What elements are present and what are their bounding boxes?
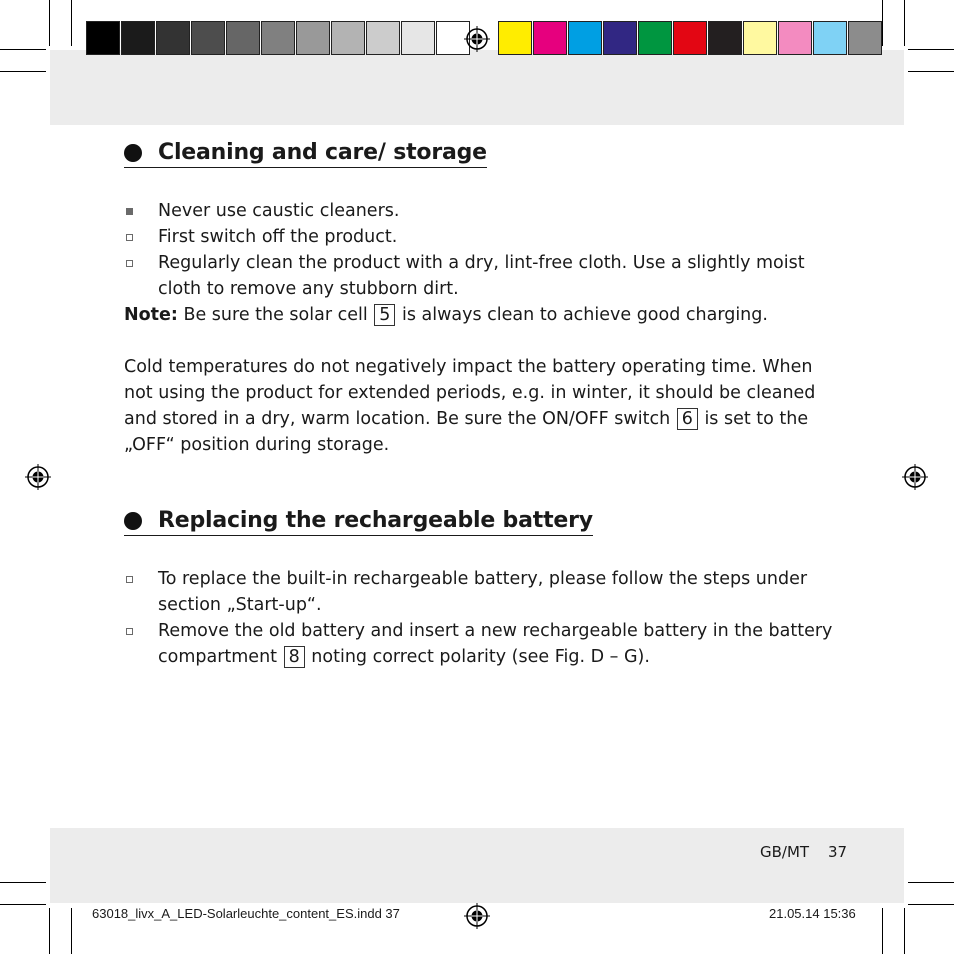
crop-mark xyxy=(908,71,954,72)
color-swatch xyxy=(401,21,435,55)
section-heading xyxy=(124,508,593,536)
registration-mark-icon xyxy=(464,26,490,52)
instruction-list xyxy=(124,566,844,670)
list-item-text: First switch off the product. xyxy=(158,227,398,247)
color-swatch xyxy=(568,21,602,55)
paragraph-text: Cold temperatures do not negatively impact the battery operating time. When not using the product for extended periods, e.g. in winter, it should be cleaned and stored in a dry, warm location. Be sure the ON/OFF switch xyxy=(124,357,816,429)
list-item xyxy=(124,618,844,670)
storage-paragraph xyxy=(124,354,836,458)
checkbox-bullet-icon xyxy=(124,618,158,670)
list-item xyxy=(124,224,844,250)
grayscale-color-bar xyxy=(86,21,471,55)
process-color-bar xyxy=(498,21,883,55)
registration-mark-icon xyxy=(464,903,490,929)
crop-mark xyxy=(908,49,954,50)
crop-mark xyxy=(908,882,954,883)
color-swatch xyxy=(226,21,260,55)
slug-filename: 63018_livx_A_LED-Solarleuchte_content_ES.indd 37 xyxy=(92,906,400,921)
crop-mark xyxy=(49,908,50,954)
note-text: Be sure the solar cell xyxy=(177,305,374,325)
color-swatch xyxy=(86,21,120,55)
list-item xyxy=(124,198,844,224)
list-item xyxy=(124,250,844,302)
checkbox-bullet-icon xyxy=(124,224,158,250)
list-item xyxy=(124,566,844,618)
list-item-text-part: Remove the old battery and insert a new rechargeable battery in the battery compartment xyxy=(158,621,833,667)
section-title: Replacing the rechargeable battery xyxy=(158,508,593,533)
color-swatch xyxy=(498,21,532,55)
page-number: 37 xyxy=(828,843,848,861)
crop-mark xyxy=(904,908,905,954)
footer-language: GB/MT xyxy=(760,843,810,861)
checkbox-bullet-icon xyxy=(124,566,158,618)
part-reference: 8 xyxy=(284,646,305,668)
paragraph-text: is set to the „OFF“ position during storage. xyxy=(124,409,809,455)
list-item-text xyxy=(158,618,844,670)
note-text: is always clean to achieve good charging. xyxy=(396,305,768,325)
color-swatch xyxy=(156,21,190,55)
bullet-dot-icon xyxy=(124,512,142,530)
crop-mark xyxy=(0,49,46,50)
color-swatch xyxy=(603,21,637,55)
note-paragraph xyxy=(124,302,836,328)
section-title: Cleaning and care/ storage xyxy=(158,140,487,165)
header-band xyxy=(50,50,904,125)
section-heading xyxy=(124,140,487,168)
list-item-text: Never use caustic cleaners. xyxy=(158,201,400,221)
list-item-text: To replace the built-in rechargeable battery, please follow the steps under section „Start-up“. xyxy=(158,569,808,615)
registration-mark-icon xyxy=(902,464,928,490)
crop-mark xyxy=(908,904,954,905)
slug-date: 21.05.14 15:36 xyxy=(769,906,856,921)
part-reference: 5 xyxy=(374,304,395,326)
color-swatch xyxy=(638,21,672,55)
registration-mark-icon xyxy=(25,464,51,490)
crop-mark xyxy=(49,0,50,46)
color-swatch xyxy=(848,21,882,55)
crop-mark xyxy=(882,908,883,954)
color-swatch xyxy=(366,21,400,55)
crop-mark xyxy=(0,882,46,883)
color-swatch xyxy=(778,21,812,55)
bullet-dot-icon xyxy=(124,144,142,162)
list-item-text: Regularly clean the product with a dry, lint-free cloth. Use a slightly moist cloth to remove any stubborn dirt. xyxy=(158,253,805,299)
color-swatch xyxy=(331,21,365,55)
crop-mark xyxy=(904,0,905,46)
color-swatch xyxy=(743,21,777,55)
crop-mark xyxy=(0,71,46,72)
crop-mark xyxy=(71,908,72,954)
color-swatch xyxy=(533,21,567,55)
color-swatch xyxy=(708,21,742,55)
instruction-list xyxy=(124,198,844,302)
color-swatch xyxy=(261,21,295,55)
square-bullet-icon xyxy=(124,198,158,224)
list-item-text-part: noting correct polarity (see Fig. D – G). xyxy=(305,647,650,667)
crop-mark xyxy=(71,0,72,46)
color-swatch xyxy=(813,21,847,55)
color-swatch xyxy=(673,21,707,55)
note-label: Note: xyxy=(124,305,178,325)
footer-band xyxy=(50,828,904,903)
color-swatch xyxy=(121,21,155,55)
crop-mark xyxy=(0,904,46,905)
checkbox-bullet-icon xyxy=(124,250,158,302)
color-swatch xyxy=(191,21,225,55)
color-swatch xyxy=(296,21,330,55)
part-reference: 6 xyxy=(677,408,698,430)
